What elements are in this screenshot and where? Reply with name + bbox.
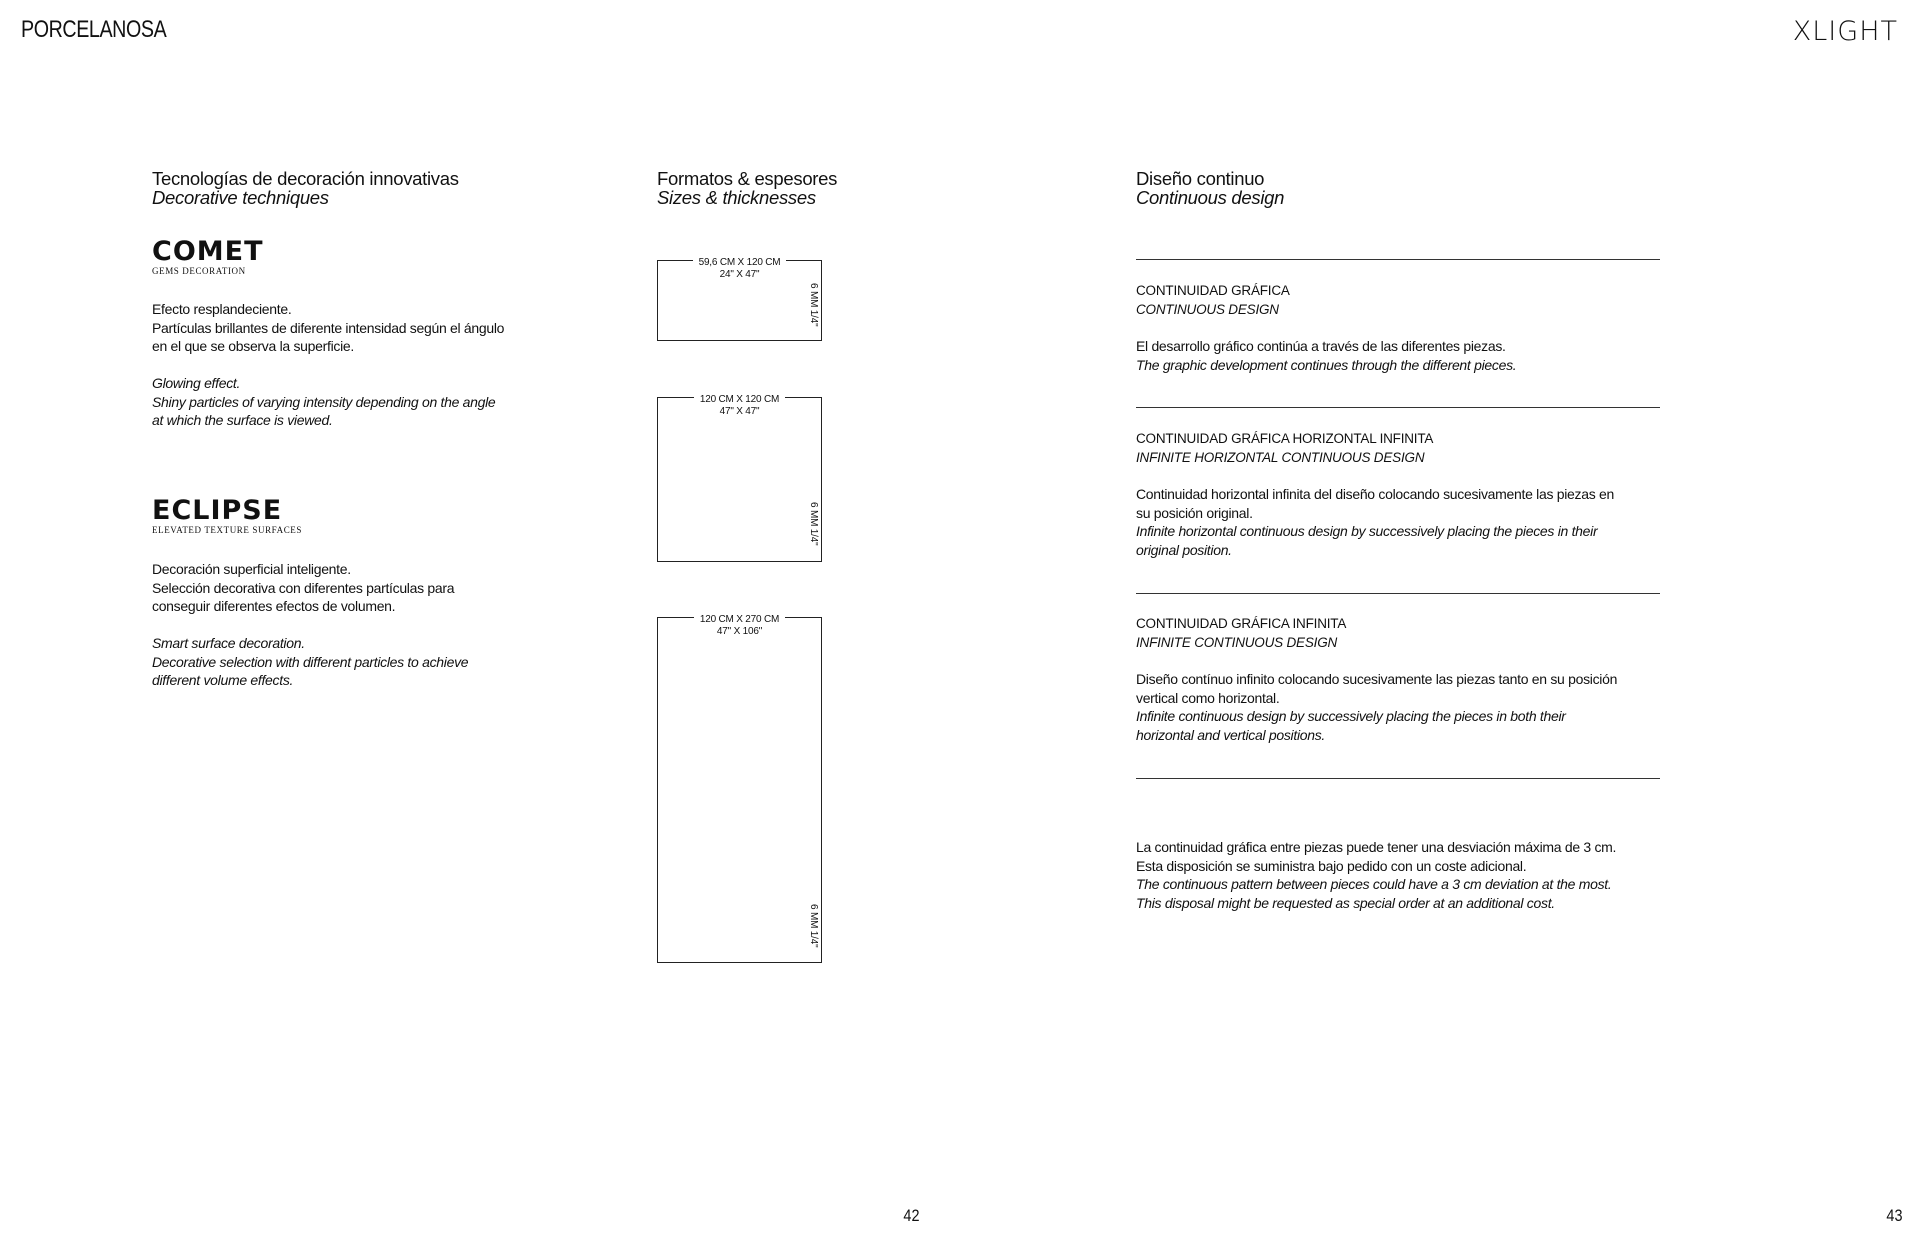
continuous-item-1: [1136, 282, 1666, 374]
item-title-es: CONTINUIDAD GRÁFICA: [1136, 283, 1290, 298]
sizes-heading: [657, 169, 837, 207]
heading-en: Sizes & thicknesses: [657, 187, 816, 208]
heading-es: Tecnologías de decoración innovativas: [152, 168, 459, 189]
page-number-right: 43: [1886, 1206, 1903, 1225]
divider: [1136, 593, 1660, 594]
brand-logo-xlight: XLIGHT: [1792, 16, 1898, 47]
item-title-en: INFINITE CONTINUOUS DESIGN: [1136, 634, 1338, 650]
continuity-note: [1136, 838, 1676, 912]
eclipse-description-es: Decoración superficial inteligente. Selección decorativa con diferentes partículas para conseguir diferentes efectos de volumen.: [152, 561, 455, 614]
continuous-item-2: [1136, 430, 1666, 559]
divider: [1136, 407, 1660, 408]
heading-en: Decorative techniques: [152, 187, 329, 208]
comet-logo: [152, 238, 264, 277]
comet-description-en: Glowing effect. Shiny particles of varying intensity depending on the angle at which the surface is viewed.: [152, 375, 496, 428]
comet-logo-wordmark: COMET: [152, 236, 264, 267]
format-tile-60x120: [657, 257, 822, 341]
format-tile-120x270: [657, 614, 822, 963]
item-description-en: Infinite horizontal continuous design by successively placing the pieces in their original position.: [1136, 523, 1598, 558]
item-title-es: CONTINUIDAD GRÁFICA HORIZONTAL INFINITA: [1136, 431, 1434, 446]
format-size-label: [658, 257, 821, 281]
item-description-en: Infinite continuous design by successively placing the pieces in both their horizontal and vertical positions.: [1136, 708, 1566, 743]
note-es: La continuidad gráfica entre piezas puede tener una desviación máxima de 3 cm. Esta disposición se suministra bajo pedido con un coste adicional.: [1136, 839, 1617, 874]
format-thickness: 6 MM 1/4": [808, 502, 819, 546]
item-description-es: El desarrollo gráfico continúa a través de las diferentes piezas.: [1136, 338, 1506, 354]
continuous-design-heading: [1136, 169, 1284, 207]
format-size-cm: 59,6 CM X 120 CM: [696, 257, 784, 269]
item-title-es: CONTINUIDAD GRÁFICA INFINITA: [1136, 616, 1347, 631]
format-thickness: 6 MM 1/4": [808, 904, 819, 948]
format-size-in: 24" X 47": [717, 269, 763, 281]
comet-logo-subtitle: GEMS DECORATION: [152, 266, 246, 276]
format-size-in: 47" X 47": [717, 406, 763, 418]
continuous-item-3: [1136, 615, 1666, 744]
format-size-cm: 120 CM X 270 CM: [697, 614, 782, 626]
note-en: The continuous pattern between pieces could have a 3 cm deviation at the most. This disposal might be requested as special order at an additional cost.: [1136, 876, 1612, 911]
item-title-en: INFINITE HORIZONTAL CONTINUOUS DESIGN: [1136, 449, 1425, 465]
eclipse-logo: [152, 497, 302, 536]
heading-es: Formatos & espesores: [657, 168, 838, 189]
format-size-label: [658, 394, 821, 418]
format-size-label: [658, 614, 821, 638]
item-title-en: CONTINUOUS DESIGN: [1136, 301, 1279, 317]
item-description-es: Continuidad horizontal infinita del diseño colocando sucesivamente las piezas en su posición original.: [1136, 486, 1614, 521]
format-size-in: 47" X 106": [714, 626, 765, 638]
heading-en: Continuous design: [1136, 187, 1285, 208]
format-tile-120x120: [657, 394, 822, 562]
format-thickness: 6 MM 1/4": [808, 283, 819, 327]
decorative-techniques-heading: [152, 169, 459, 207]
eclipse-logo-subtitle: ELEVATED TEXTURE SURFACES: [152, 525, 303, 535]
heading-es: Diseño continuo: [1136, 168, 1265, 189]
eclipse-logo-wordmark: ECLIPSE: [152, 495, 283, 526]
item-description-en: The graphic development continues through the different pieces.: [1136, 356, 1517, 373]
item-description-es: Diseño contínuo infinito colocando sucesivamente las piezas tanto en su posición vertical como horizontal.: [1136, 671, 1618, 706]
brand-logo-porcelanosa: PORCELANOSA: [21, 16, 167, 43]
eclipse-description-en: Smart surface decoration. Decorative selection with different particles to achieve different volume effects.: [152, 635, 469, 688]
divider: [1136, 259, 1660, 260]
format-size-cm: 120 CM X 120 CM: [697, 394, 782, 406]
comet-description-es: Efecto resplandeciente. Partículas brillantes de diferente intensidad según el ángulo en el que se observa la superficie.: [152, 301, 505, 354]
divider: [1136, 778, 1660, 779]
page-number-left: 42: [903, 1206, 920, 1225]
